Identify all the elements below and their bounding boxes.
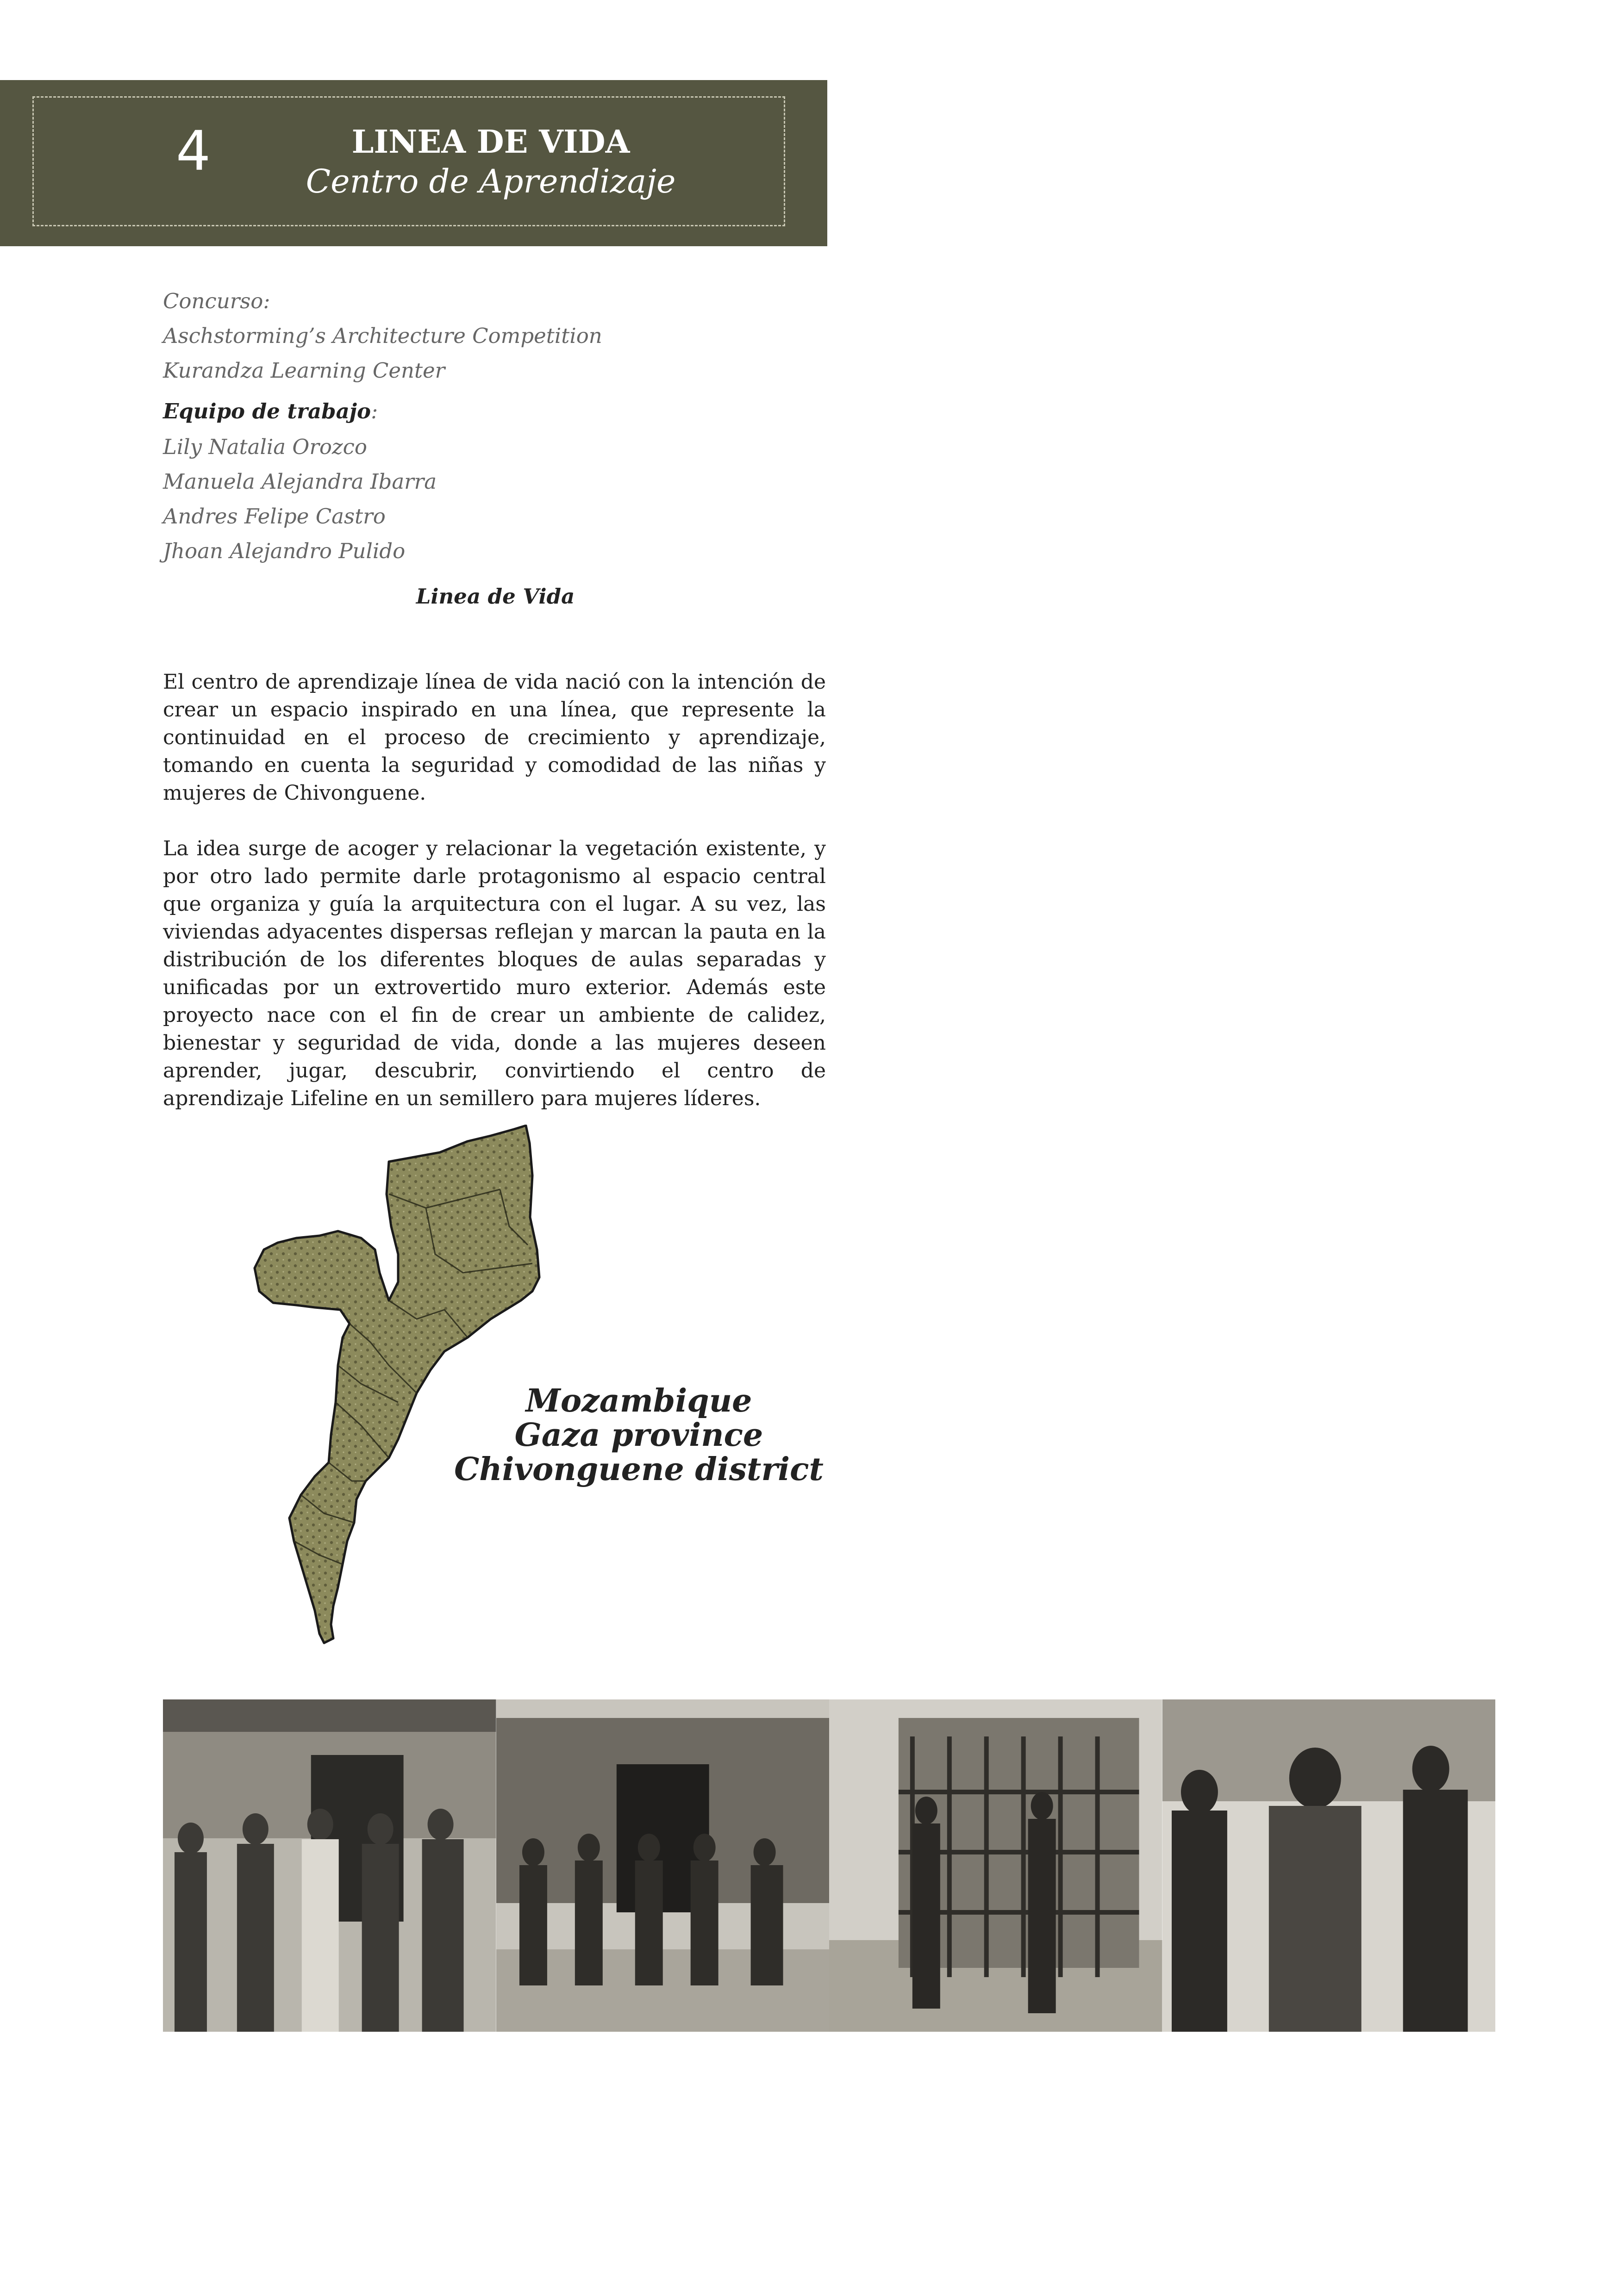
photo-strip xyxy=(163,1699,1495,2032)
body-paragraph: El centro de aprendizaje línea de vida nació con la intención de crear un espacio inspirado en una línea, que represente la continuidad en el proceso de crecimiento y aprendizaje, tomando en cuenta la seguridad y comodidad de las niñas y mujeres de Chivonguene. xyxy=(163,670,826,805)
map-label-district: Chivonguene district xyxy=(454,1451,824,1488)
map-label-province: Gaza province xyxy=(514,1417,763,1454)
photo-building-fence xyxy=(829,1699,1162,2032)
photo-women-portrait xyxy=(1162,1699,1496,2032)
team-member: Manuela Alejandra Ibarra xyxy=(163,469,437,494)
map-label-country: Mozambique xyxy=(525,1382,752,1419)
chapter-number: 4 xyxy=(176,119,211,183)
header-dashed-frame xyxy=(32,96,785,226)
competition-line: Aschstorming’s Architecture Competition xyxy=(163,324,602,348)
photo-group-at-hut xyxy=(496,1699,830,2032)
chapter-title: LINEA DE VIDA xyxy=(351,124,630,161)
competition-line: Kurandza Learning Center xyxy=(163,358,445,383)
team-heading xyxy=(163,401,378,422)
map-location-label xyxy=(454,1384,824,1487)
body-paragraph: La idea surge de acoger y relacionar la vegetación existente, y por otro lado permite darle protagonismo al espacio central que organiza y guía la arquitectura con el lugar. A su vez, las viviendas adyacentes dispersas reflejan y marcan la pauta en la distribución de los diferentes bloques de aulas separadas y unificadas por un extrovertido muro exterior. Además este proyecto nace con el fin de crear un ambiente de calidez, bienestar y seguridad de vida, donde a las mujeres deseen aprender, jugar, descubrir, convirtiendo el centro de aprendizaje Lifeline en un semillero para mujeres líderes. xyxy=(163,837,826,1110)
team-member: Andres Felipe Castro xyxy=(163,504,386,529)
team-colon: : xyxy=(371,399,378,423)
team-member: Jhoan Alejandro Pulido xyxy=(163,539,406,563)
competition-label: Concurso: xyxy=(163,289,270,313)
team-member: Lily Natalia Orozco xyxy=(163,435,367,459)
photo-group-at-building xyxy=(163,1699,496,2032)
chapter-header xyxy=(0,80,827,246)
team-label: Equipo de trabajo xyxy=(163,399,371,423)
chapter-subtitle: Centro de Aprendizaje xyxy=(306,162,676,200)
section-title: Linea de Vida xyxy=(416,584,575,609)
